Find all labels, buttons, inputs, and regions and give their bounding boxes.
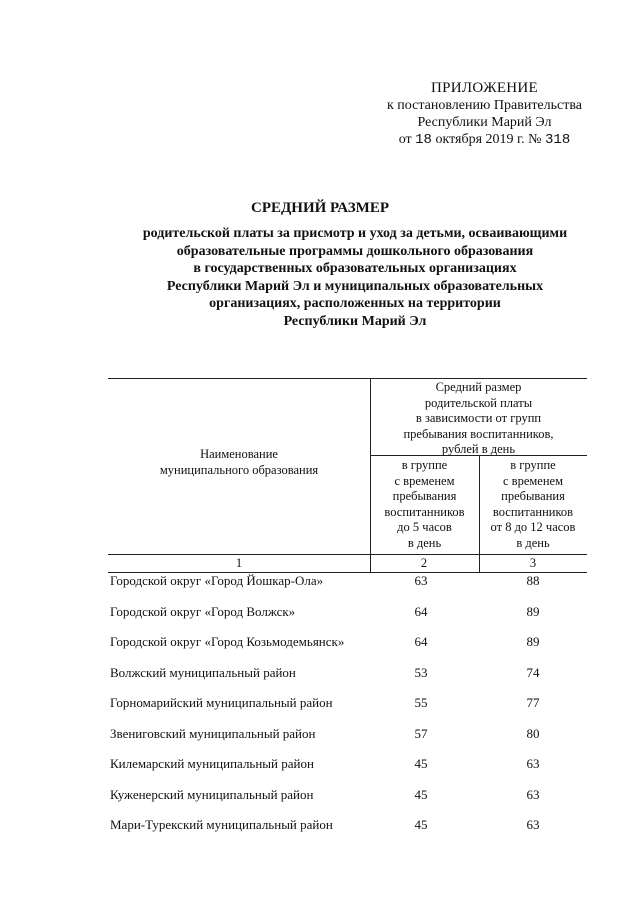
table-row — [108, 695, 587, 726]
municipality-name: Городской округ «Город Волжск» — [110, 603, 296, 619]
appendix-number: 318 — [545, 132, 571, 148]
subtitle-line: Республики Марий Эл — [283, 313, 427, 329]
fee-up-to-5-hours: 45 — [414, 756, 428, 771]
table-row — [108, 665, 587, 696]
municipality-name: Звениговский муниципальный район — [110, 725, 316, 741]
fee-up-to-5-hours: 45 — [414, 786, 428, 802]
table-row — [108, 817, 587, 848]
column-divider — [370, 555, 371, 572]
fee-8-to-12-hours: 89 — [526, 634, 540, 649]
appendix-date-prefix: от — [398, 132, 412, 147]
fee-8-to-12-hours: 89 — [526, 603, 540, 619]
fee-up-to-5-hours: 64 — [414, 634, 428, 649]
municipality-name: Мари-Турекский муниципальный район — [110, 817, 333, 832]
group-header: Средний размер родительской платы в зависимости от групп пребывания воспитанников, рублей в день — [403, 380, 554, 456]
fee-8-to-12-hours: 88 — [526, 573, 540, 588]
document-subtitle — [105, 225, 605, 331]
fee-table — [108, 378, 587, 573]
table-body — [108, 573, 587, 848]
column-divider — [479, 555, 480, 572]
fee-8-to-12-hours: 77 — [526, 695, 540, 710]
subtitle-line: образовательные программы дошкольного образования — [176, 243, 534, 259]
appendix-line-resolution: к постановлению Правительства — [386, 98, 582, 113]
table-header — [108, 378, 587, 555]
fee-up-to-5-hours: 55 — [414, 695, 428, 710]
subtitle-line: организациях, расположенных на территории — [209, 296, 501, 312]
subtitle-line: родительской платы за присмотр и уход за детьми, осваивающими — [142, 226, 568, 241]
col3-header: в группе с временем пребывания воспитанников от 8 до 12 часов в день — [490, 458, 576, 550]
municipality-name: Городской округ «Город Козьмодемьянск» — [110, 634, 345, 649]
table-row — [108, 604, 587, 635]
appendix-date-line — [387, 131, 582, 149]
municipality-name: Горномарийский муниципальный район — [110, 695, 333, 710]
fee-up-to-5-hours: 45 — [414, 817, 428, 832]
fee-up-to-5-hours: 57 — [414, 725, 428, 741]
table-row — [108, 787, 587, 818]
col1-header: Наименование муниципального образования — [159, 447, 319, 477]
document-title: СРЕДНИЙ РАЗМЕР — [250, 200, 390, 216]
fee-8-to-12-hours: 80 — [526, 725, 540, 741]
fee-8-to-12-hours: 63 — [526, 756, 540, 771]
column-number: 3 — [529, 556, 537, 570]
appendix-month-year: октября 2019 г. № — [435, 132, 542, 147]
column-number-row — [108, 555, 587, 573]
appendix-day: 18 — [415, 132, 432, 148]
fee-8-to-12-hours: 63 — [526, 786, 540, 802]
fee-up-to-5-hours: 53 — [414, 664, 428, 680]
fee-up-to-5-hours: 63 — [414, 573, 428, 588]
col2-header: в группе с временем пребывания воспитанников до 5 часов в день — [384, 458, 465, 550]
subtitle-line: Республики Марий Эл и муниципальных образовательных — [166, 278, 544, 294]
fee-8-to-12-hours: 74 — [526, 664, 540, 680]
table-row — [108, 573, 587, 604]
table-row — [108, 726, 587, 757]
table-row — [108, 634, 587, 665]
municipality-name: Волжский муниципальный район — [110, 664, 296, 680]
municipality-name: Городской округ «Город Йошкар-Ола» — [110, 573, 324, 588]
fee-up-to-5-hours: 64 — [414, 603, 428, 619]
fee-8-to-12-hours: 63 — [526, 817, 540, 832]
subtitle-line: в государственных образовательных организациях — [193, 261, 517, 277]
appendix-title: ПРИЛОЖЕНИЕ — [430, 80, 539, 96]
municipality-name: Куженерский муниципальный район — [110, 786, 314, 802]
table-row — [108, 756, 587, 787]
column-number: 2 — [420, 556, 428, 570]
appendix-block — [387, 80, 582, 149]
municipality-name: Килемарский муниципальный район — [110, 756, 314, 771]
column-number: 1 — [235, 556, 243, 570]
appendix-line-republic: Республики Марий Эл — [417, 115, 552, 130]
